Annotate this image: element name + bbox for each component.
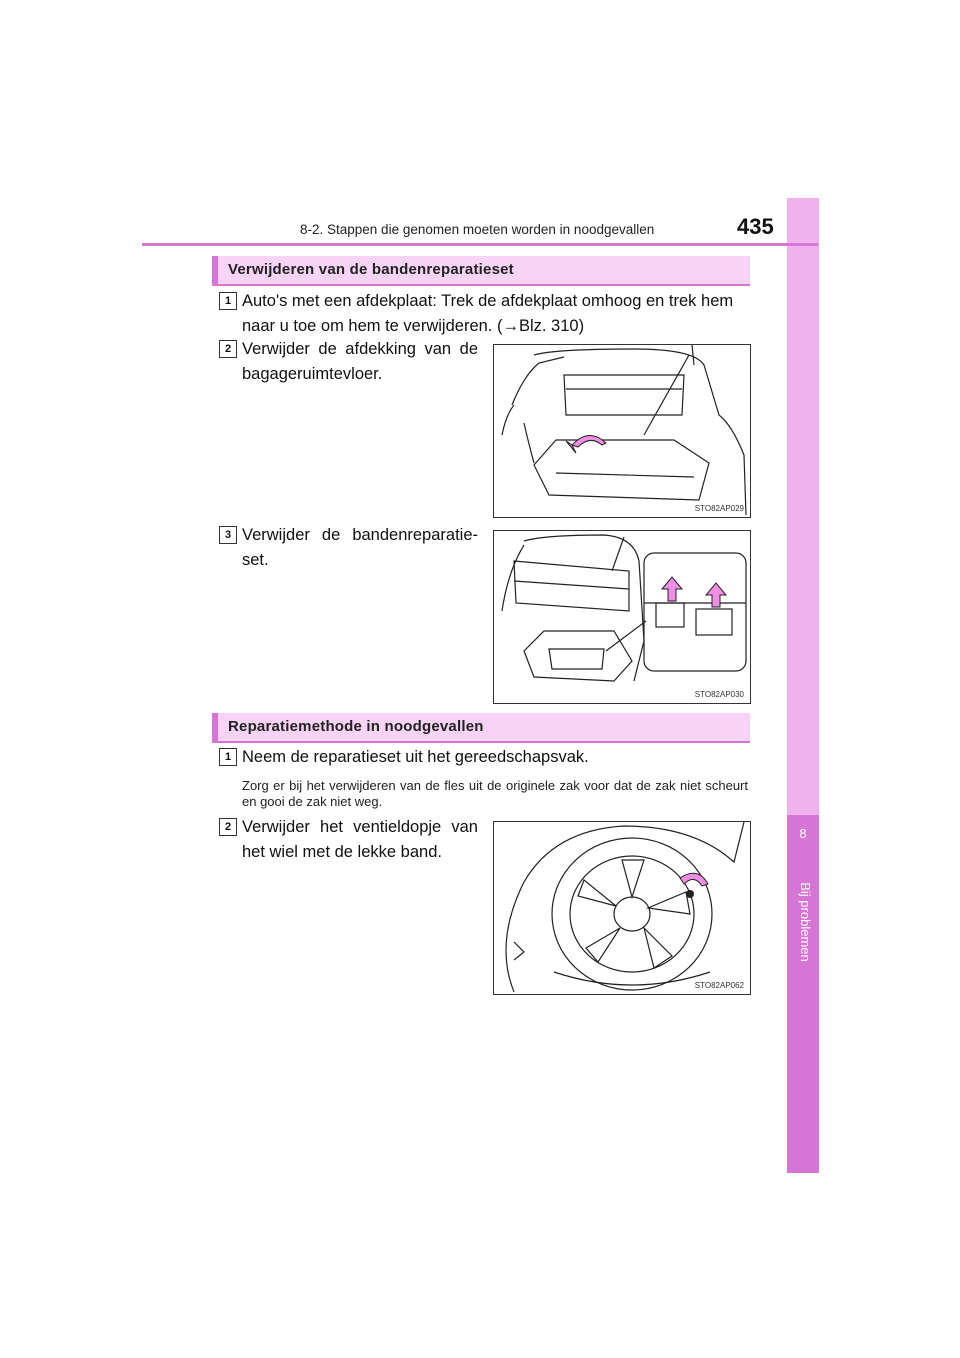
chapter-label: Bij problemen: [798, 882, 813, 962]
figure-trunk-floor-cover: [493, 344, 751, 518]
wheel-illustration: [494, 822, 750, 994]
chapter-title: 8-2. Stappen die genomen moeten worden in noodgevallen: [300, 222, 655, 237]
step-text: Auto's met een afdekplaat: Trek de afdekplaat omhoog en trek hem naar u toe om hem te verwijderen. (→Blz. 310): [242, 292, 734, 335]
step-number: 2: [219, 818, 237, 836]
figure-code: STO82AP029: [694, 504, 744, 513]
step-number: 1: [219, 292, 237, 310]
step-note: Zorg er bij het verwijderen van de fles uit de originele zak voor dat de zak niet scheurt en gooi de zak niet weg.: [242, 778, 748, 809]
page-number: 435: [737, 214, 774, 239]
section-heading-repair-method: [212, 713, 750, 743]
step-text: Verwijder de bandenreparatie-set.: [242, 526, 478, 569]
step-number: 1: [219, 748, 237, 766]
figure-code: STO82AP030: [694, 690, 744, 699]
step-number: 2: [219, 340, 237, 358]
section-title: Verwijderen van de bandenreparatieset: [228, 261, 514, 278]
repair-kit-illustration: [494, 531, 750, 703]
curved-arrow-icon: [572, 435, 606, 447]
figure-repair-kit-location: [493, 530, 751, 704]
arrow-up-icon: [662, 577, 682, 601]
step-number: 3: [219, 526, 237, 544]
trunk-illustration: [494, 345, 750, 517]
curved-arrow-icon: [680, 873, 708, 886]
figure-valve-cap: [493, 821, 751, 995]
figure-code: STO82AP062: [694, 981, 744, 990]
step-text: Verwijder het ventieldopje van het wiel met de lekke band.: [242, 818, 478, 861]
chapter-number: 8: [799, 826, 807, 841]
step-text: Neem de reparatieset uit het gereedschapsvak.: [242, 748, 589, 766]
header-divider: [142, 243, 818, 246]
section-title: Reparatiemethode in noodgevallen: [228, 718, 484, 735]
step-text: Verwijder de afdekking van de bagageruimtevloer.: [242, 340, 478, 383]
section-heading-remove-kit: [212, 256, 750, 286]
